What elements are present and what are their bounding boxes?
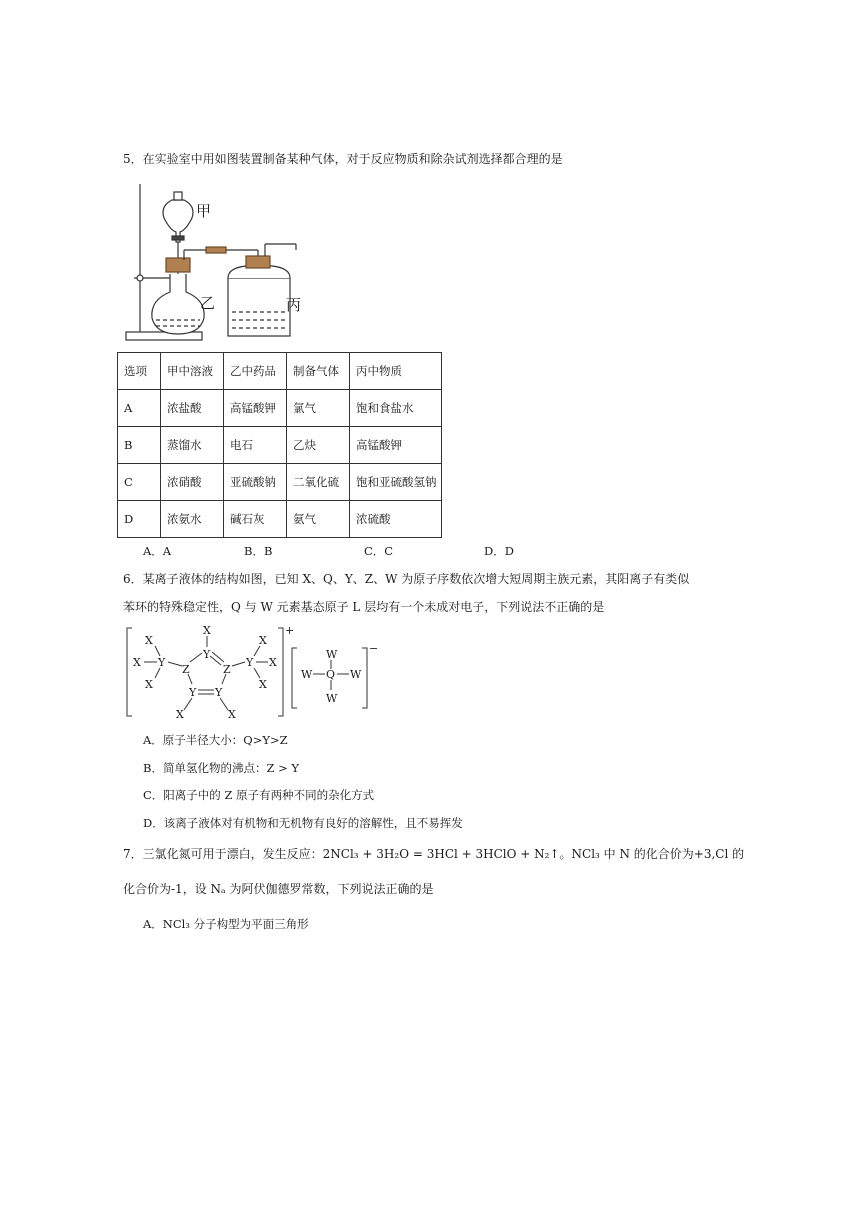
- atom-x: X: [176, 708, 184, 721]
- table-header-row: [118, 353, 442, 390]
- table-row: [118, 427, 442, 464]
- table-cell: 二氧化硫: [287, 464, 350, 501]
- q6-stem-line1: 6．某离子液体的结构如图，已知 X、Q、Y、Z、W 为原子序数依次增大短周期主族元素，其阳离子有类似: [123, 572, 690, 586]
- table-cell: D: [118, 501, 161, 538]
- label-jia: 甲: [196, 202, 212, 220]
- q7-intro-tail: 。NCl₃ 中 N 的化合价为+3,Cl 的: [559, 847, 745, 861]
- header-cell: 制备气体: [287, 353, 350, 390]
- q5-choice-d[interactable]: D．D: [484, 544, 514, 558]
- apparatus-diagram: [120, 178, 320, 346]
- q7-line2: 化合价为-1，设 Nₐ 为阿伏伽德罗常数，下列说法正确的是: [123, 882, 434, 896]
- table-cell: 高锰酸钾: [224, 390, 287, 427]
- atom-x: X: [145, 634, 153, 647]
- header-cell: 选项: [118, 353, 161, 390]
- table-cell: 亚硫酸钠: [224, 464, 287, 501]
- q7-equation: 2NCl₃ + 3H₂O = 3HCl + 3HClO + N₂↑: [322, 847, 560, 861]
- q7-intro: 7．三氯化氮可用于漂白，发生反应：: [123, 847, 323, 861]
- atom-x: X: [228, 708, 236, 721]
- label-yi: 乙: [200, 294, 216, 312]
- atom-w: W: [326, 648, 338, 661]
- table-cell: 饱和食盐水: [350, 390, 442, 427]
- atom-z: Z: [223, 663, 231, 676]
- atom-z: Z: [182, 663, 190, 676]
- q6-choice-d[interactable]: D．该离子液体对有机物和无机物有良好的溶解性，且不易挥发: [143, 816, 463, 830]
- q6-choice-b[interactable]: B．简单氢化物的沸点：Z > Y: [143, 761, 299, 775]
- table-cell: 氨气: [287, 501, 350, 538]
- table-row: [118, 501, 442, 538]
- atom-q: Q: [326, 668, 336, 681]
- options-table: [117, 352, 442, 538]
- atom-y: Y: [203, 648, 211, 661]
- q6-stem-line2: 苯环的特殊稳定性，Q 与 W 元素基态原子 L 层均有一个未成对电子，下列说法不正确的是: [123, 600, 605, 614]
- atom-w: W: [350, 668, 362, 681]
- q7-choice-a[interactable]: A．NCl₃ 分子构型为平面三角形: [143, 917, 309, 931]
- q5-choice-a[interactable]: A．A: [143, 544, 172, 558]
- cation-charge: +: [285, 624, 295, 637]
- anion-charge: −: [369, 642, 379, 655]
- q5-stem: 5．在实验室中用如图装置制备某种气体，对于反应物质和除杂试剂选择都合理的是: [123, 152, 563, 166]
- table-cell: 浓硝酸: [161, 464, 224, 501]
- table-row: [118, 464, 442, 501]
- table-cell: 氯气: [287, 390, 350, 427]
- q6-choice-c[interactable]: C．阳离子中的 Z 原子有两种不同的杂化方式: [143, 788, 375, 802]
- atom-x: X: [269, 656, 277, 669]
- table-cell: B: [118, 427, 161, 464]
- table-cell: 电石: [224, 427, 287, 464]
- atom-w: W: [326, 692, 338, 705]
- atom-x: X: [203, 624, 211, 637]
- table-cell: 高锰酸钾: [350, 427, 442, 464]
- q7-line1: [123, 845, 744, 862]
- q5-choice-b[interactable]: B．B: [244, 544, 273, 558]
- q6-choice-a[interactable]: A．原子半径大小：Q>Y>Z: [143, 733, 288, 747]
- table-cell: 蒸馏水: [161, 427, 224, 464]
- atom-x: X: [259, 678, 267, 691]
- atom-x: X: [133, 656, 141, 669]
- table-cell: 浓硫酸: [350, 501, 442, 538]
- ionic-liquid-structure: [124, 622, 384, 722]
- table-cell: 浓氨水: [161, 501, 224, 538]
- atom-y: Y: [215, 686, 223, 699]
- table-cell: 乙炔: [287, 427, 350, 464]
- header-cell: 甲中溶液: [161, 353, 224, 390]
- atom-y: Y: [246, 656, 254, 669]
- header-cell: 乙中药品: [224, 353, 287, 390]
- table-row: [118, 390, 442, 427]
- header-cell: 丙中物质: [350, 353, 442, 390]
- table-cell: 碱石灰: [224, 501, 287, 538]
- table-cell: C: [118, 464, 161, 501]
- atom-y: Y: [189, 686, 197, 699]
- label-bing: 丙: [286, 296, 302, 314]
- table-cell: 浓盐酸: [161, 390, 224, 427]
- atom-x: X: [259, 634, 267, 647]
- table-cell: A: [118, 390, 161, 427]
- table-cell: 饱和亚硫酸氢钠: [350, 464, 442, 501]
- atom-x: X: [145, 678, 153, 691]
- atom-w: W: [301, 668, 313, 681]
- atom-y: Y: [158, 656, 166, 669]
- q5-choice-c[interactable]: C．C: [364, 544, 394, 558]
